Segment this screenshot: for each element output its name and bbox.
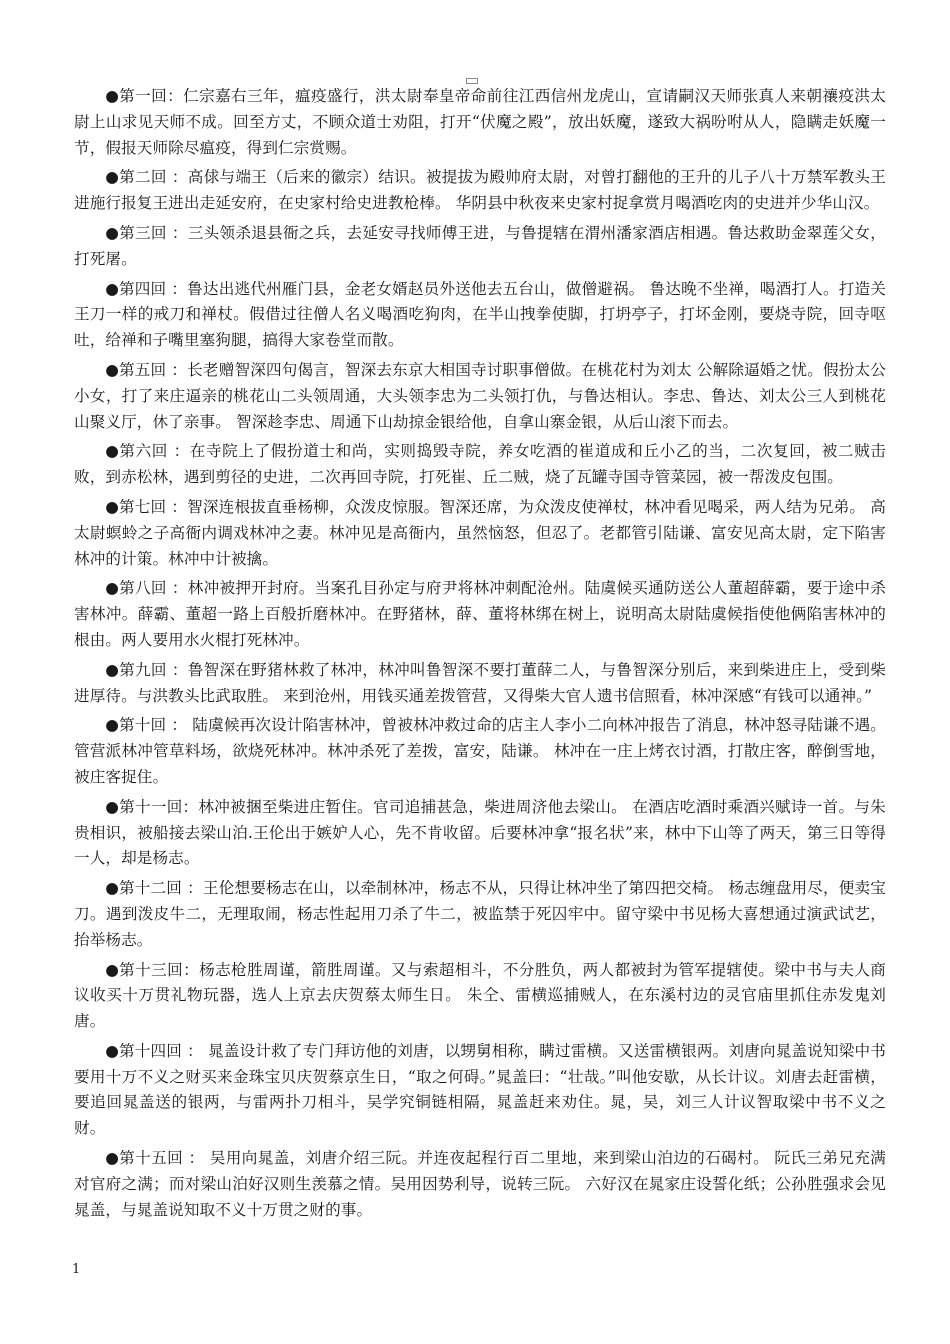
chapter-1-summary: ●第一回：仁宗嘉右三年，瘟疫盛行，洪太尉奉皇帝命前往江西信州龙虎山，宣请嗣汉天师张真人来朝禳疫洪太尉上山求见天师不成。回至方丈，不顾众道士劝阻，打开“伏魔之殿”，放出妖魔，遂致大祸吩咐从人，隐瞒走妖魔一节，假报天师除尽瘟疫，得到仁宗赏赐。 [74, 87, 886, 157]
chapter-10-summary: ●第十回 ： 陆虞候再次设计陷害林冲，曾被林冲救过命的店主人李小二向林冲报告了消息，林冲怒寻陆谦不遇。 管营派林冲管草料场，欲烧死林冲。林冲杀死了差拨，富安，陆谦。 林冲在一庄上烤衣讨酒，打散庄客，醉倒雪地，被庄客捉住。 [74, 716, 886, 786]
chapter-12-summary: ●第十二回 ：王伦想要杨志在山，以牵制林冲，杨志不从，只得让林冲坐了第四把交椅。 杨志缠盘用尽，便卖宝刀。遇到泼皮牛二，无理取闹，杨志性起用刀杀了牛二，被监禁于死囚牢中。留守梁中书见杨大喜想通过演武试艺，抬举杨志。 [74, 879, 886, 949]
chapter-5-summary: ●第五回 ：长老赠智深四句偈言，智深去东京大相国寺讨职事僧做。在桃花村为刘太 公解除逼婚之忧。假扮太公小女，打了来庄逼亲的桃花山二头领周通，大头领李忠为二头领打仇，与鲁达相认。李忠、鲁达、刘太公三人到桃花山聚义厅，休了亲事。 智深趁李忠、周通下山劫掠金银给他，自拿山寨金银，从后山滚下而去。 [74, 360, 886, 431]
chapter-summary-list [74, 84, 886, 1227]
chapter-15-summary: ●第十五回 ： 吴用向晁盖，刘唐介绍三阮。并连夜起程行百二里地，来到梁山泊边的石碣村。 阮氏三弟兄充满对官府之满；而对梁山泊好汉则生羡慕之情。吴用因势利导，说转三阮。 六好汉在晁家庄设誓化纸；公孙胜强求会见晁盖，与晁盖说知取不义十万贯之财的事。 [74, 1149, 886, 1219]
chapter-2-summary: ●第二回 ：高俅与端王（后来的徽宗）结识。被提拔为殿帅府太尉，对曾打翻他的王升的儿子八十万禁军教头王进施行报复王进出走延安府，在史家村给史进教枪棒。 华阴县中秋夜来史家村捉拿赏月喝酒吃肉的史进并少华山汉。 [74, 168, 886, 213]
chapter-14-summary: ●第十四回 ： 晁盖设计救了专门拜访他的刘唐，以甥舅相称，瞒过雷横。又送雷横银两。刘唐向晁盖说知梁中书要用十万不义之财买来金珠宝贝庆贺蔡京生日，“取之何碍。”晁盖曰：“壮哉。”叫他安歇，从长计议。刘唐去赶雷横，要追回晁盖送的银两，与雷两扑刀相斗，吴学究铜链相隔，晁盖赶来劝住。晁，吴，刘三人计议智取梁中书不义之财。 [74, 1041, 886, 1138]
chapter-8-summary: ●第八回 ：林冲被押开封府。当案孔目孙定与府尹将林冲刺配沧州。陆虞候买通防送公人董超薛霸，要于途中杀害林冲。薛霸、董超一路上百般折磨林冲。在野猪林，薛、董将林绑在树上，说明高太尉陆虞候指使他俩陷害林冲的根由。两人要用水火棍打死林冲。 [74, 579, 886, 649]
chapter-13-summary: ●第十三回：杨志枪胜周谨，箭胜周谨。又与索超相斗，不分胜负，两人都被封为管军提辖使。梁中书与夫人商议收买十万贯礼物玩器，选人上京去庆贺蔡太师生日。 朱仝、雷横巡捕贼人，在东溪村边的灵官庙里抓住赤发鬼刘唐。 [74, 960, 886, 1031]
chapter-4-summary: ●第四回 ：鲁达出逃代州雁门县，金老女婿赵员外送他去五台山，做僧避祸。 鲁达晚不坐禅，喝酒打人。打造关王刀一样的戒刀和禅杖。假借过往僧人名义喝酒吃狗肉，在半山拽拳使脚，打坍亭子，打坏金刚，要烧寺院，回寺呕吐，给禅和子嘴里塞狗腿，搞得大家卷堂而散。 [74, 279, 886, 350]
chapter-3-summary: ●第三回 ：三头领杀退县衙之兵，去延安寻找师傅王进，与鲁提辖在渭州潘家酒店相遇。鲁达救助金翠莲父女，打死屠。 [74, 223, 886, 268]
chapter-9-summary: ●第九回 ：鲁智深在野猪林救了林冲，林冲叫鲁智深不要打董薛二人，与鲁智深分别后，来到柴进庄上，受到柴进厚待。与洪教头比武取胜。 来到沧州，用钱买通差拨管营，又得柴大官人遗书信照看，林冲深感“有钱可以通神。” [74, 660, 886, 705]
chapter-7-summary: ●第七回 ：智深连根拔直垂杨柳，众泼皮惊服。智深还席，为众泼皮使禅杖，林冲看见喝采，两人结为兄弟。 高太尉螟蛉之子高衙内调戏林冲之妻。林冲见是高衙内，虽然恼怒，但忍了。老都管引陆谦、富安见高太尉，定下陷害林冲的计策。林冲中计被擒。 [74, 497, 886, 568]
chapter-6-summary: ●第六回 ：在寺院上了假扮道士和尚，实则捣毁寺院，养女吃酒的崔道成和丘小乙的当，二次复回，被二贼击败，到赤松林，遇到剪径的史进，二次再回寺院，打死崔、丘二贼，烧了瓦罐寺国寺管菜园，被一帮泼皮包围。 [74, 442, 886, 487]
page-number: 1 [72, 1262, 81, 1277]
chapter-11-summary: ●第十一回：林冲被捆至柴进庄暂住。官司追捕甚急，柴进周济他去梁山。 在酒店吃酒时乘酒兴赋诗一首。与朱贵相识，被船接去梁山泊.王伦出于嫉妒人心，先不肯收留。后要林冲拿“报名状”来，林中下山等了两天，第三日等得一人，却是杨志。 [74, 797, 886, 868]
